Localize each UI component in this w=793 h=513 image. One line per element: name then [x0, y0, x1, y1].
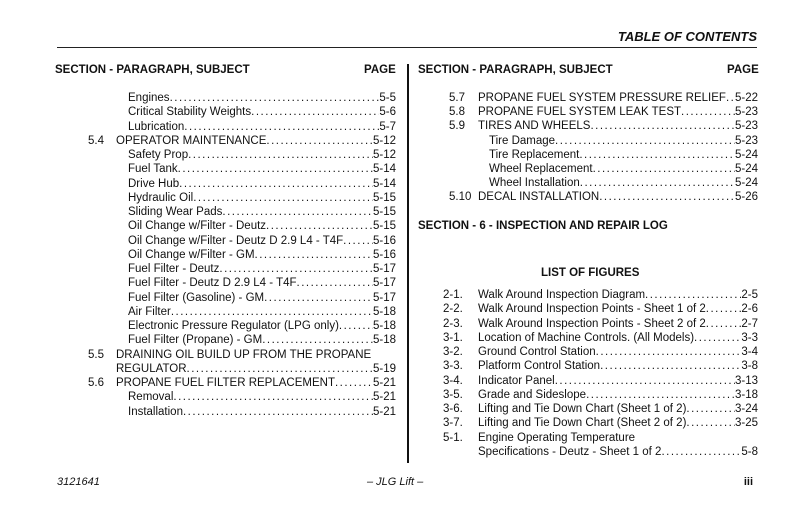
toc-entry[interactable]	[128, 319, 396, 333]
toc-entry-page: 5-21	[372, 377, 396, 389]
dot-leader	[219, 262, 373, 276]
toc-entry-title: Lifting and Tie Down Chart (Sheet 2 of 2)	[478, 417, 687, 430]
toc-entry-page: 5-17	[372, 263, 396, 275]
toc-entry-page: 2-5	[741, 289, 758, 301]
dot-leader	[262, 333, 373, 347]
dot-leader	[264, 291, 373, 305]
toc-entry[interactable]	[128, 291, 396, 305]
toc-entry-page: 5-24	[734, 163, 758, 175]
toc-entry-number: 2-1.	[443, 289, 463, 301]
toc-entry-page: 5-19	[372, 362, 396, 375]
toc-entry-title: Grade and Sideslope	[478, 388, 587, 401]
toc-entry[interactable]	[489, 134, 758, 148]
dot-leader	[170, 91, 380, 105]
dot-leader	[593, 162, 735, 176]
toc-entry-title: TIRES AND WHEELS	[478, 120, 591, 133]
toc-entry-page: 5-6	[379, 106, 396, 119]
toc-entry[interactable]	[478, 119, 758, 133]
dot-leader	[586, 388, 735, 402]
toc-entry-title: Fuel Tank	[128, 163, 178, 176]
dot-leader	[590, 119, 735, 133]
dot-leader	[179, 177, 373, 191]
dot-leader	[184, 120, 379, 134]
toc-entry[interactable]	[128, 305, 396, 319]
dot-leader	[600, 359, 741, 373]
toc-entry[interactable]	[478, 317, 758, 331]
toc-entry[interactable]	[116, 376, 396, 390]
toc-entry-title: PROPANE FUEL SYSTEM LEAK TEST	[478, 106, 682, 119]
toc-entry-title: Engine Operating Temperature	[478, 431, 636, 444]
toc-entry[interactable]	[128, 91, 396, 105]
toc-entry-title: Engines	[128, 92, 170, 104]
toc-entry[interactable]	[478, 374, 758, 388]
footer-doc-number: 3121641	[57, 476, 100, 488]
toc-entry-title: Platform Control Station	[478, 360, 601, 373]
toc-entry-page: 2-6	[741, 303, 758, 316]
header-title: TABLE OF CONTENTS	[617, 29, 757, 44]
toc-entry[interactable]	[478, 416, 758, 430]
toc-entry-title: Hydraulic Oil	[128, 191, 194, 204]
toc-entry-page: 5-17	[372, 277, 396, 290]
toc-entry[interactable]	[128, 234, 396, 248]
dot-leader	[188, 148, 373, 162]
toc-entry-number: 2-3.	[443, 317, 463, 330]
toc-entry[interactable]	[489, 176, 758, 190]
toc-entry[interactable]	[478, 431, 758, 445]
dot-leader	[596, 345, 742, 359]
toc-entry-page: 3-4	[741, 346, 758, 358]
toc-entry-title: Tire Damage	[489, 134, 556, 147]
toc-entry-number: 3-2.	[443, 346, 463, 358]
toc-entry-title: Walk Around Inspection Points - Sheet 1 of 2	[478, 303, 706, 316]
toc-entry[interactable]	[478, 288, 758, 302]
dot-leader	[706, 317, 742, 331]
toc-entry-title: Oil Change w/Filter - Deutz D 2.9 L4 - T4F	[128, 234, 344, 247]
toc-entry-page: 5-21	[372, 391, 396, 404]
toc-entry-page: 5-21	[372, 405, 396, 418]
toc-entry-page: 5-26	[734, 191, 758, 204]
dot-leader	[339, 319, 373, 333]
toc-entry[interactable]	[478, 302, 758, 316]
toc-entry-number: 5.5	[88, 348, 104, 361]
toc-entry[interactable]	[128, 276, 396, 290]
toc-entry[interactable]	[128, 177, 396, 191]
toc-entry-title: Sliding Wear Pads	[128, 206, 223, 218]
toc-entry-page: 3-8	[741, 360, 758, 373]
footer-brand: – JLG Lift –	[367, 476, 424, 488]
toc-entry[interactable]	[128, 148, 396, 162]
toc-entry-title: Indicator Panel	[478, 374, 555, 387]
toc-entry-number: 3-6.	[443, 403, 463, 415]
dot-leader	[555, 374, 735, 388]
toc-entry[interactable]	[478, 345, 758, 359]
toc-entry[interactable]	[478, 190, 758, 204]
toc-entry[interactable]	[128, 405, 396, 419]
toc-entry-title: Drive Hub	[128, 177, 180, 190]
dot-leader	[255, 248, 373, 262]
section-6-heading[interactable]: SECTION - 6 - INSPECTION AND REPAIR LOG	[418, 220, 668, 232]
toc-entry-page: 3-18	[734, 388, 758, 401]
toc-entry-title: Fuel Filter - Deutz	[128, 263, 220, 275]
toc-entry-title: Critical Stability Weights	[128, 106, 252, 119]
dot-leader	[686, 416, 735, 430]
toc-entry-page: 5-15	[372, 220, 396, 233]
toc-entry-page: 5-23	[734, 134, 758, 147]
footer-page-number: iii	[743, 476, 753, 488]
toc-entry-page: 5-14	[372, 177, 396, 190]
toc-entry-title: Walk Around Inspection Points - Sheet 2 of 2	[478, 317, 706, 330]
header-rule	[57, 47, 757, 48]
dot-leader	[222, 205, 373, 219]
toc-entry-title: Tire Replacement	[489, 148, 580, 161]
toc-entry-page: 5-18	[372, 320, 396, 332]
toc-entry-title: DECAL INSTALLATION	[478, 191, 600, 204]
toc-entry-page: 5-22	[734, 92, 758, 104]
toc-entry[interactable]	[128, 205, 396, 219]
dot-leader	[706, 302, 742, 316]
right-column-label: SECTION - PARAGRAPH, SUBJECT	[418, 64, 613, 76]
left-page-label: PAGE	[364, 64, 396, 76]
toc-entry-page: 5-17	[372, 291, 396, 304]
toc-entry-title: Installation	[128, 405, 183, 418]
dot-leader	[251, 105, 379, 119]
toc-entry-number: 5.6	[88, 377, 104, 389]
dot-leader	[579, 148, 735, 162]
toc-entry[interactable]	[116, 348, 396, 362]
toc-entry-title: Ground Control Station	[478, 346, 596, 358]
toc-entry-number: 3-4.	[443, 374, 463, 387]
toc-entry-page: 3-3	[741, 331, 758, 344]
toc-entry-title: Lubrication	[128, 120, 185, 133]
toc-entry[interactable]	[128, 191, 396, 205]
dot-leader	[171, 305, 373, 319]
toc-entry-title: Walk Around Inspection Diagram	[478, 289, 646, 301]
toc-entry-page: 5-8	[741, 445, 758, 458]
toc-entry-page: 3-24	[734, 403, 758, 415]
toc-entry[interactable]	[116, 134, 396, 148]
dot-leader	[555, 134, 735, 148]
dot-leader	[343, 234, 373, 248]
toc-entry-title: OPERATOR MAINTENANCE	[116, 134, 267, 147]
toc-entry-title: Specifications - Deutz - Sheet 1 of 2	[478, 445, 662, 458]
dot-leader	[694, 331, 741, 345]
toc-entry-title: Safety Prop	[128, 149, 189, 161]
toc-entry[interactable]	[489, 162, 758, 176]
toc-entry-number: 2-2.	[443, 303, 463, 316]
toc-entry-page: 5-12	[372, 149, 396, 161]
dot-leader	[183, 405, 373, 419]
toc-entry-number: 3-7.	[443, 417, 463, 430]
dot-leader	[193, 191, 373, 205]
toc-entry[interactable]	[128, 219, 396, 233]
dot-leader	[178, 162, 373, 176]
toc-entry[interactable]	[478, 402, 758, 416]
toc-entry[interactable]	[478, 388, 758, 402]
dot-leader	[173, 390, 373, 404]
dot-leader	[187, 362, 373, 376]
list-of-figures-title: LIST OF FIGURES	[541, 267, 640, 279]
right-page-label: PAGE	[727, 64, 759, 76]
toc-entry[interactable]	[478, 91, 758, 105]
toc-entry-title: PROPANE FUEL FILTER REPLACEMENT	[116, 377, 335, 389]
toc-entry-page: 5-23	[734, 120, 758, 133]
toc-entry-number: 5.7	[449, 92, 465, 104]
toc-entry-title: Oil Change w/Filter - Deutz	[128, 220, 267, 233]
toc-entry-title: Location of Machine Controls. (All Models)	[478, 331, 695, 344]
toc-entry-title: REGULATOR	[116, 362, 187, 375]
toc-entry-page: 5-24	[734, 177, 758, 190]
toc-entry-page: 5-12	[372, 134, 396, 147]
dot-leader	[266, 134, 373, 148]
toc-entry-number: 5.10	[449, 191, 472, 204]
toc-entry[interactable]	[478, 331, 758, 345]
toc-entry[interactable]	[478, 105, 758, 119]
toc-entry[interactable]	[478, 445, 758, 459]
toc-entry-number: 5-1.	[443, 431, 463, 444]
toc-entry[interactable]	[128, 262, 396, 276]
dot-leader	[686, 402, 735, 416]
dot-leader	[599, 190, 735, 204]
toc-entry-title: Fuel Filter (Gasoline) - GM	[128, 291, 265, 304]
toc-entry-title: Fuel Filter - Deutz D 2.9 L4 - T4F	[128, 277, 297, 290]
toc-entry[interactable]	[128, 390, 396, 404]
toc-entry-number: 3-5.	[443, 388, 463, 401]
dot-leader	[580, 176, 735, 190]
dot-leader	[297, 276, 373, 290]
toc-entry-page: 5-18	[372, 334, 396, 347]
dot-leader	[726, 91, 735, 105]
toc-entry-number: 3-3.	[443, 360, 463, 373]
toc-entry[interactable]	[128, 248, 396, 262]
toc-entry-title: DRAINING OIL BUILD UP FROM THE PROPANE	[116, 348, 372, 361]
dot-leader	[266, 219, 373, 233]
toc-entry-title: Wheel Replacement	[489, 163, 593, 175]
toc-entry-page: 3-25	[734, 417, 758, 430]
toc-entry-page: 5-24	[734, 148, 758, 161]
toc-entry-page: 5-15	[372, 206, 396, 218]
toc-entry[interactable]	[128, 105, 396, 119]
toc-entry-title: Fuel Filter (Propane) - GM	[128, 334, 263, 347]
toc-entry-page: 5-16	[372, 248, 396, 261]
toc-entry-page: 2-7	[741, 317, 758, 330]
toc-entry[interactable]	[128, 162, 396, 176]
dot-leader	[661, 445, 741, 459]
toc-entry-page: 5-23	[734, 106, 758, 119]
dot-leader	[335, 376, 373, 390]
toc-entry-title: Electronic Pressure Regulator (LPG only)	[128, 320, 339, 332]
toc-entry-page: 3-13	[734, 374, 758, 387]
toc-entry-number: 5.4	[88, 134, 104, 147]
toc-entry[interactable]	[478, 359, 758, 373]
toc-entry-page: 5-7	[379, 120, 396, 133]
toc-entry-number: 5.9	[449, 120, 465, 133]
toc-entry-title: Air Filter	[128, 305, 171, 318]
toc-entry[interactable]	[489, 148, 758, 162]
toc-entry-title: Wheel Installation	[489, 177, 580, 190]
dot-leader	[645, 288, 741, 302]
toc-entry-page: 5-15	[372, 191, 396, 204]
toc-entry-number: 5.8	[449, 106, 465, 119]
toc-entry-number: 3-1.	[443, 331, 463, 344]
toc-entry-title: Removal	[128, 391, 174, 404]
toc-entry-page: 5-5	[379, 92, 396, 104]
toc-entry-title: Lifting and Tie Down Chart (Sheet 1 of 2)	[478, 403, 687, 415]
toc-entry[interactable]	[116, 362, 396, 376]
left-column-label: SECTION - PARAGRAPH, SUBJECT	[55, 64, 250, 76]
toc-entry-page: 5-18	[372, 305, 396, 318]
toc-entry-title: PROPANE FUEL SYSTEM PRESSURE RELIEF	[478, 92, 726, 104]
dot-leader	[681, 105, 735, 119]
toc-entry-page: 5-14	[372, 163, 396, 176]
toc-entry-title: Oil Change w/Filter - GM	[128, 248, 255, 261]
toc-entry-page: 5-16	[372, 234, 396, 247]
toc-entry[interactable]	[128, 333, 396, 347]
toc-entry[interactable]	[128, 120, 396, 134]
column-divider	[407, 64, 409, 463]
